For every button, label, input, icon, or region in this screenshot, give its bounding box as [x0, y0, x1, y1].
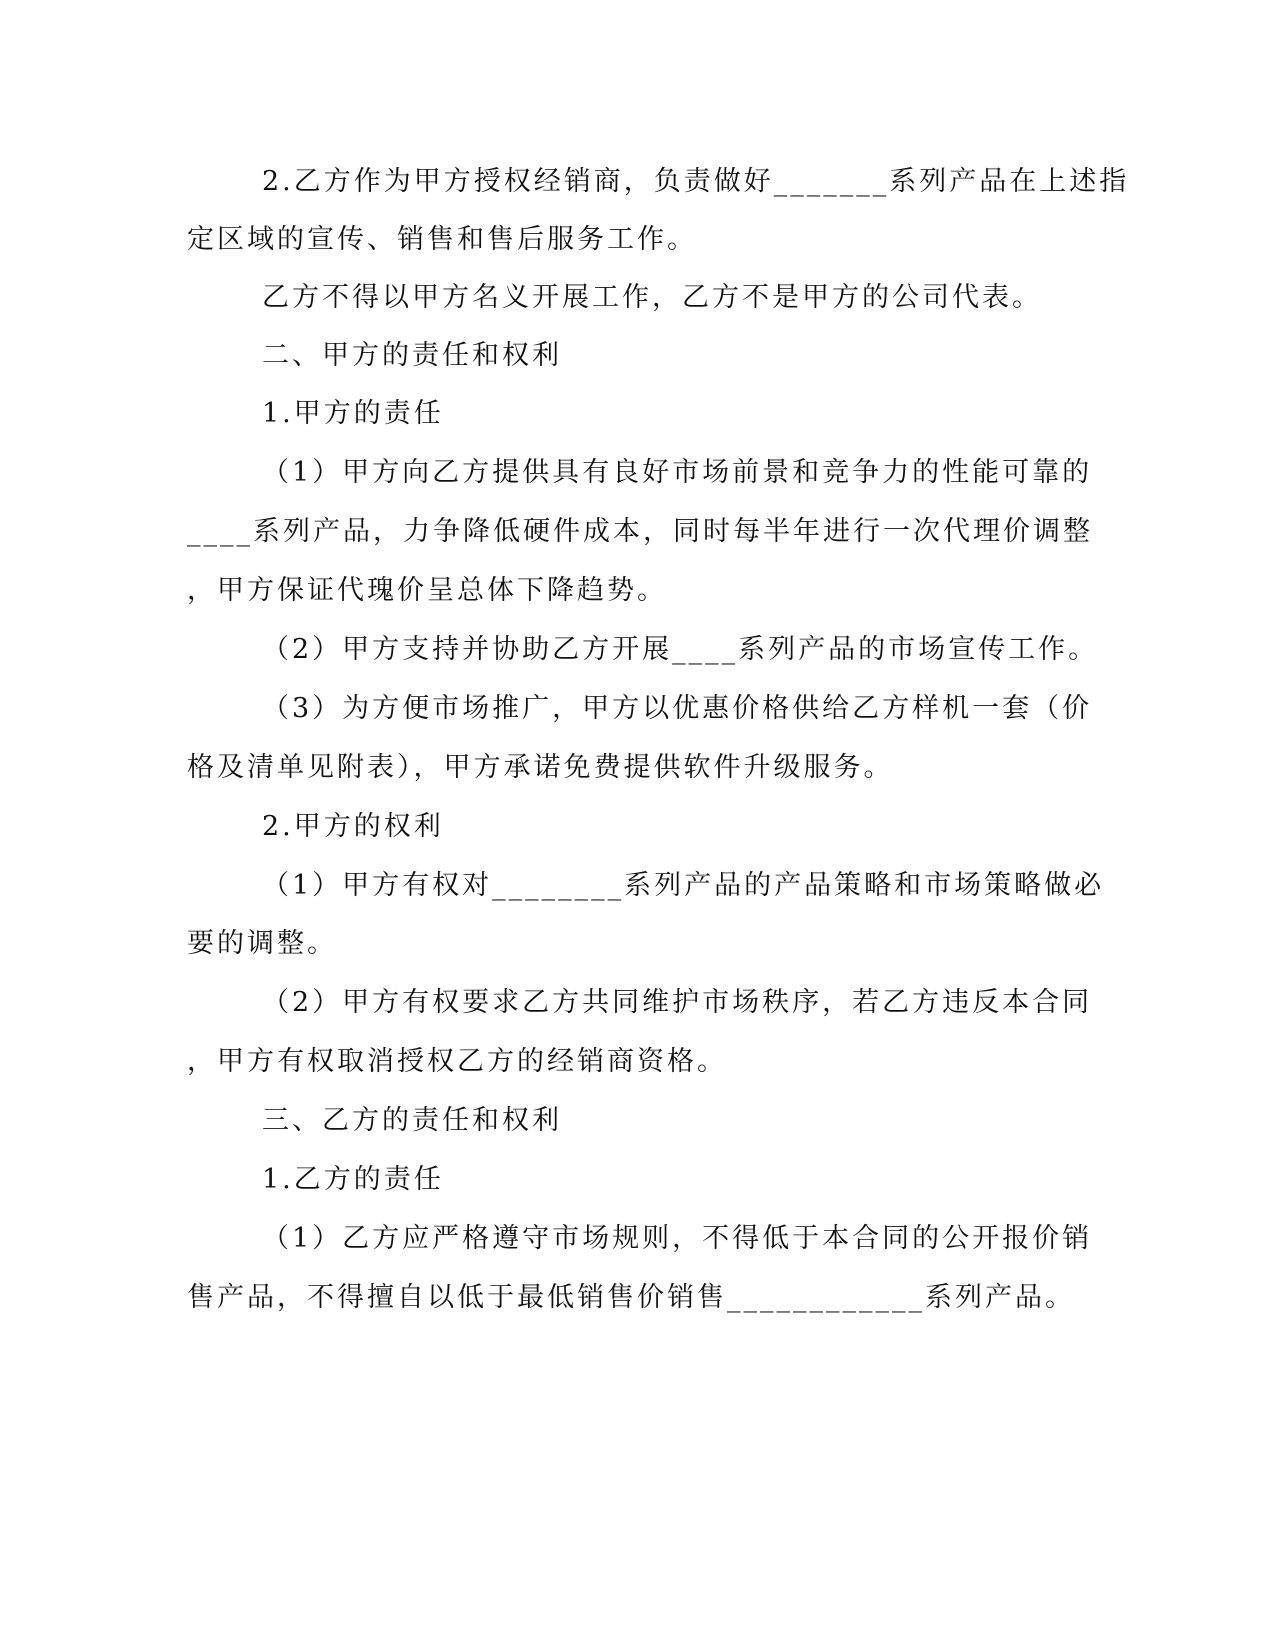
paragraph-line: 要的调整。 — [187, 928, 337, 959]
paragraph-line: （1）甲方有权对________系列产品的产品策略和市场策略做必 — [262, 870, 1105, 901]
subsection-heading: 2.甲方的权利 — [262, 811, 444, 842]
paragraph-line: 定区域的宣传、销售和售后服务工作。 — [187, 224, 697, 255]
paragraph-line: 乙方不得以甲方名义开展工作，乙方不是甲方的公司代表。 — [262, 282, 1042, 313]
paragraph-line: （1）乙方应严格遵守市场规则，不得低于本合同的公开报价销 — [262, 1223, 1093, 1254]
paragraph-line: 2.乙方作为甲方授权经销商，负责做好_______系列产品在上述指 — [262, 166, 1130, 197]
paragraph-line: （3）为方便市场推广，甲方以优惠价格供给乙方样机一套（价 — [262, 693, 1093, 724]
paragraph-line: ____系列产品，力争降低硬件成本，同时每半年进行一次代理价调整 — [187, 516, 1093, 547]
paragraph-line: ，甲方有权取消授权乙方的经销商资格。 — [187, 1046, 727, 1077]
paragraph-line: （2）甲方有权要求乙方共同维护市场秩序，若乙方违反本合同 — [262, 987, 1093, 1018]
subsection-heading: 1.甲方的责任 — [262, 398, 444, 429]
section-heading: 三、乙方的责任和权利 — [262, 1105, 562, 1136]
paragraph-line: （1）甲方向乙方提供具有良好市场前景和竞争力的性能可靠的 — [262, 457, 1093, 488]
section-heading: 二、甲方的责任和权利 — [262, 340, 562, 371]
subsection-heading: 1.乙方的责任 — [262, 1164, 444, 1195]
paragraph-line: 售产品，不得擅自以低于最低销售价销售____________系列产品。 — [187, 1282, 1075, 1313]
paragraph-line: 格及清单见附表），甲方承诺免费提供软件升级服务。 — [187, 752, 894, 783]
paragraph-line: （2）甲方支持并协助乙方开展____系列产品的市场宣传工作。 — [262, 634, 1099, 665]
paragraph-line: ，甲方保证代瑰价呈总体下降趋势。 — [187, 575, 667, 606]
